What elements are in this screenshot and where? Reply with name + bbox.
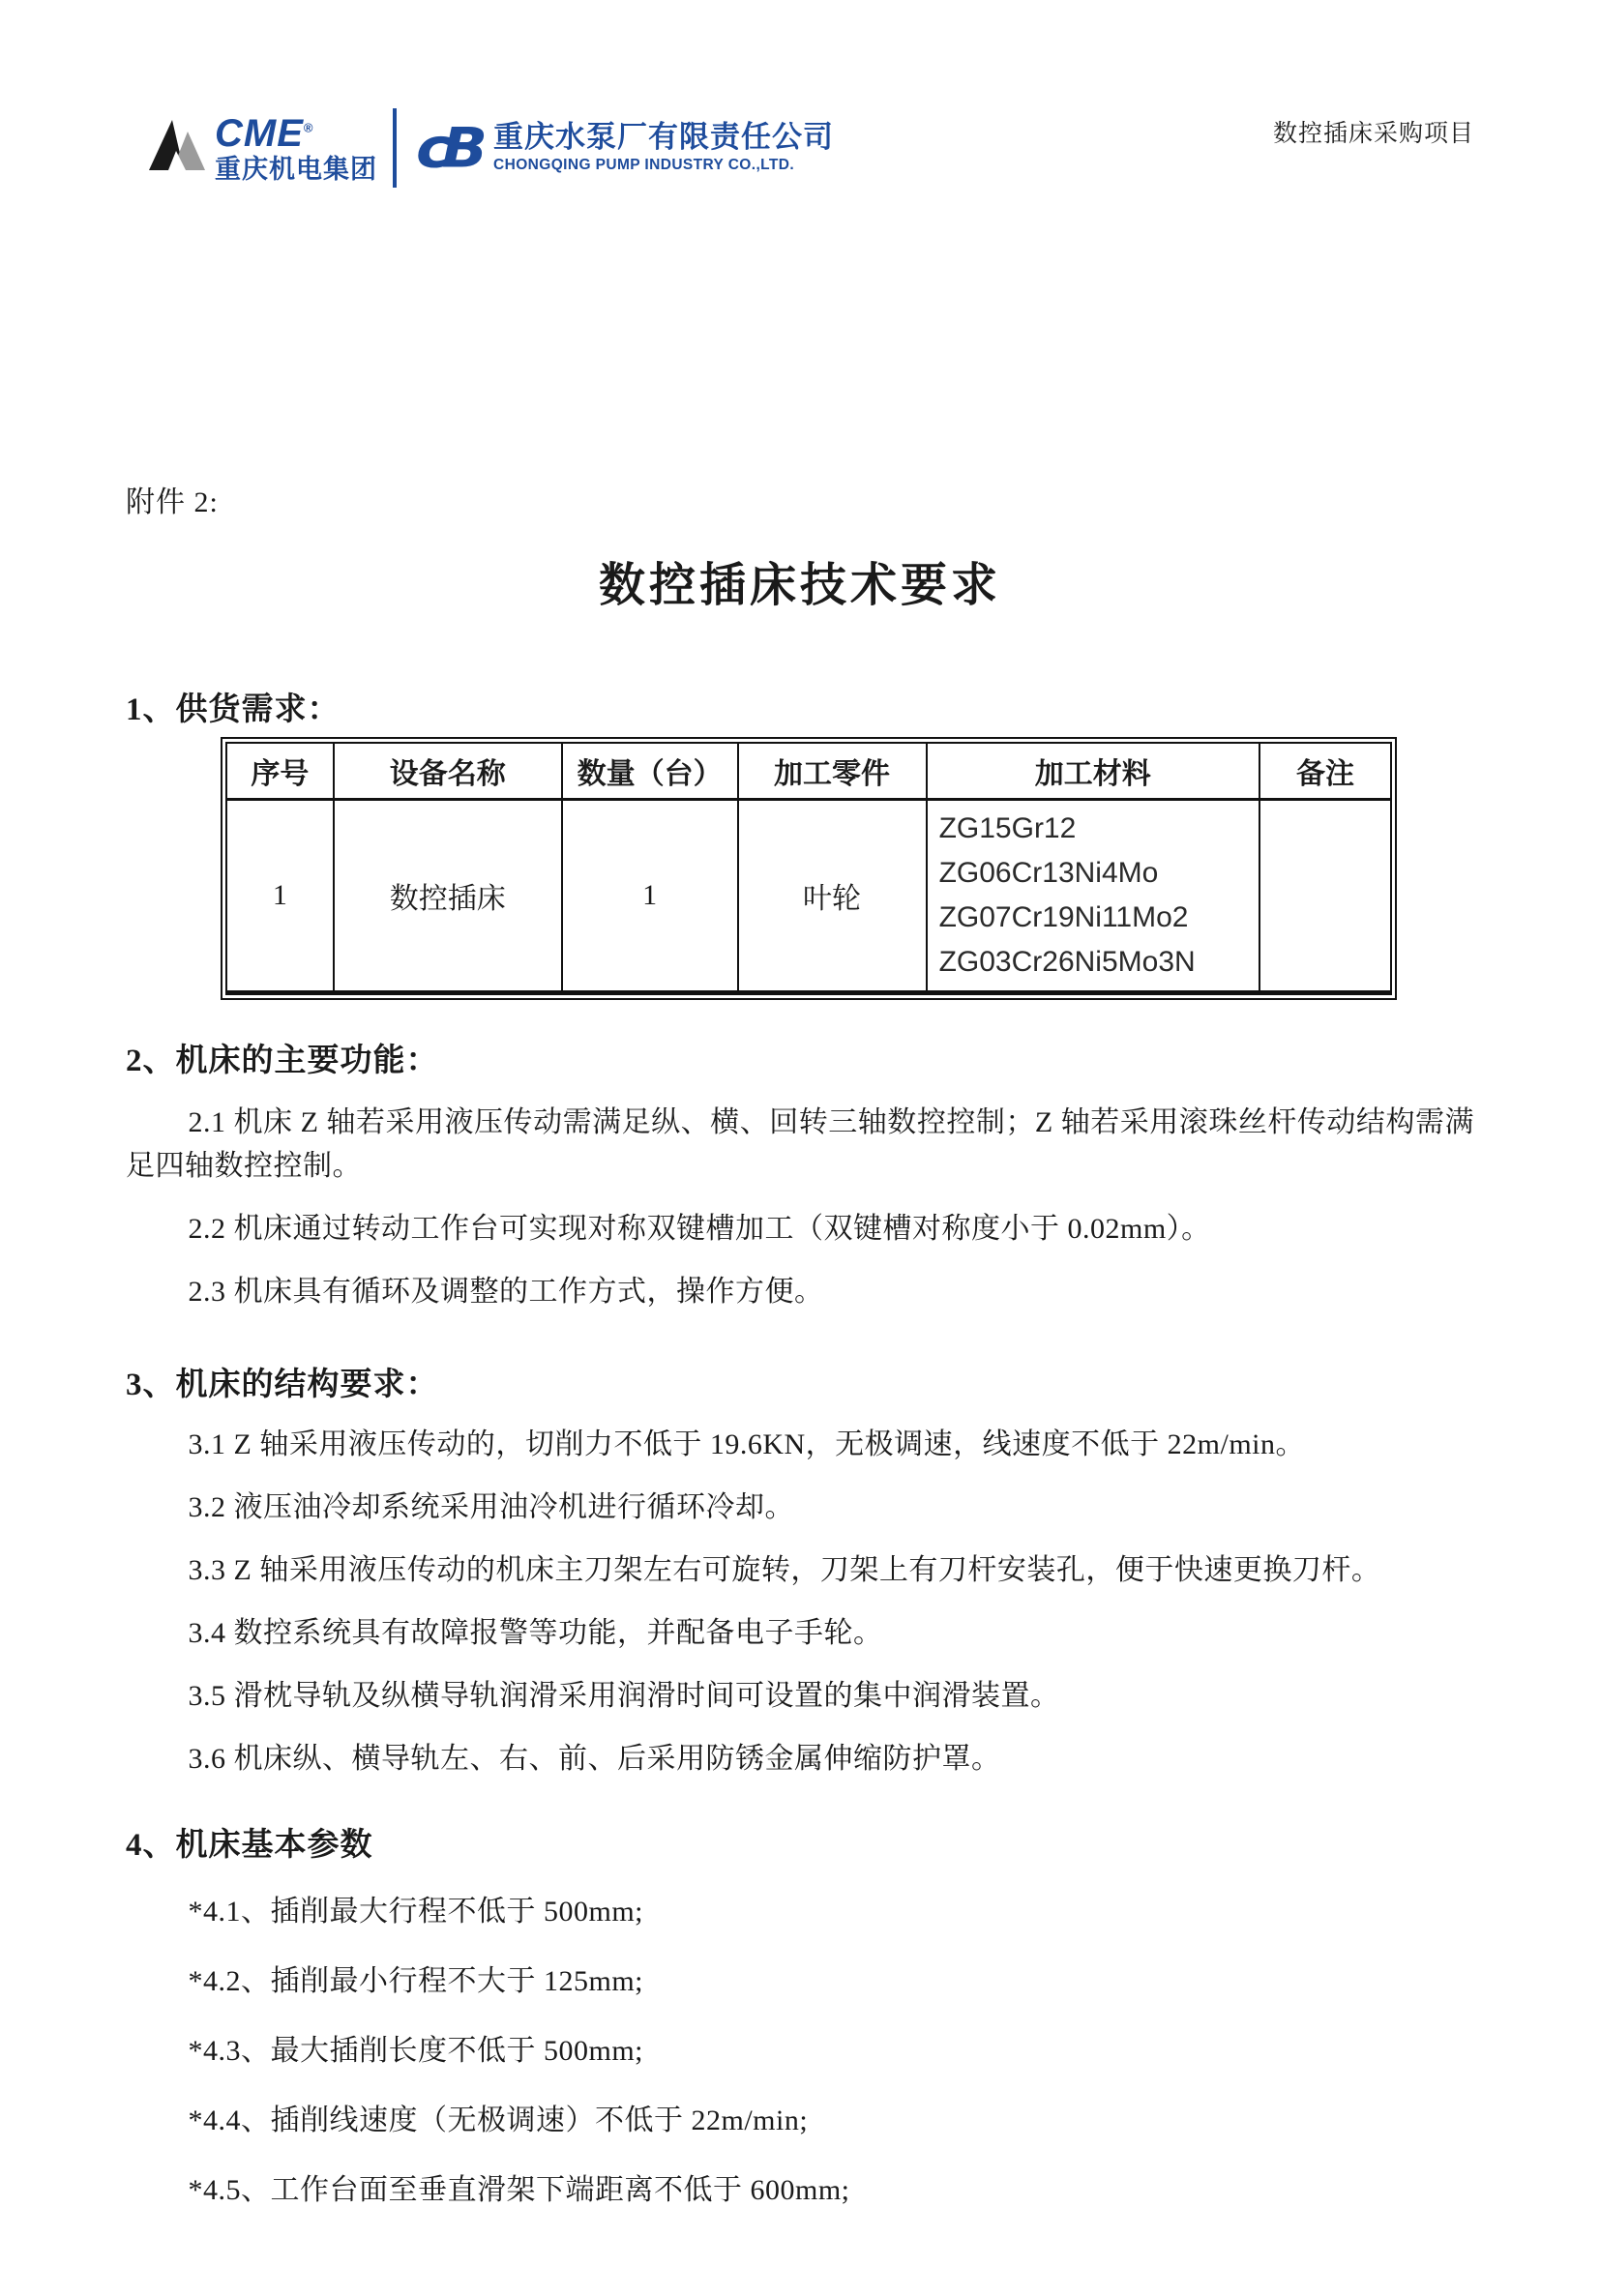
project-label: 数控插床采购项目 — [1272, 121, 1474, 147]
cell-qty: 1 — [562, 799, 738, 992]
supply-table-wrapper — [221, 737, 1397, 1000]
clause-2-2: 2.2 机床通过转动工作台可实现对称双键槽加工（双键槽对称度小于 0.02mm）。 — [188, 1213, 1211, 1246]
document-title: 数控插床技术要求 — [598, 560, 1001, 611]
col-header-material: 加工材料 — [927, 743, 1259, 799]
section3-heading: 3、机床的结构要求： — [126, 1368, 439, 1403]
clause-3-3: 3.3 Z 轴采用液压传动的机床主刀架左右可旋转，刀架上有刀杆安装孔，便于快速更换刀杆。 — [188, 1553, 1381, 1586]
param-4-4: *4.4、插削线速度（无极调速）不低于 22m/min; — [188, 2105, 809, 2137]
clause-3-4: 3.4 数控系统具有故障报警等功能，并配备电子手轮。 — [188, 1616, 883, 1649]
clause-3-5: 3.5 滑枕导轨及纵横导轨润滑采用润滑时间可设置的集中润滑装置。 — [188, 1679, 1060, 1712]
cell-materials — [927, 799, 1259, 992]
section1-heading: 1、供货需求： — [126, 692, 341, 727]
logo-group — [147, 108, 834, 188]
col-header-device: 设备名称 — [334, 743, 562, 799]
pump-logo — [416, 115, 835, 181]
param-4-3: *4.3、最大插削长度不低于 500mm; — [188, 2035, 644, 2068]
pump-company-name-en: CHONGQING PUMP INDUSTRY CO.,LTD. — [493, 157, 795, 174]
pump-logo-mark-icon: cB — [416, 115, 479, 181]
param-4-1: *4.1、插削最大行程不低于 500mm; — [188, 1896, 644, 1928]
material-line: ZG03Cr26Ni5Mo3N — [938, 945, 1196, 978]
table-row — [226, 799, 1391, 992]
section4-heading: 4、机床基本参数 — [126, 1828, 373, 1864]
section2-heading: 2、机床的主要功能： — [126, 1043, 439, 1078]
logo-divider — [393, 108, 397, 188]
supply-table — [225, 742, 1392, 995]
cme-subtitle: 重庆机电集团 — [215, 154, 377, 184]
clause-3-6: 3.6 机床纵、横导轨左、右、前、后采用防锈金属伸缩防护罩。 — [188, 1742, 1001, 1775]
cell-remark — [1259, 799, 1391, 992]
clause-2-1: 2.1 机床 Z 轴若采用液压传动需满足纵、横、回转三轴数控控制；Z 轴若采用滚珠丝杆传动结构需满足四轴数控控制。 — [126, 1105, 1474, 1183]
cme-text-block — [215, 111, 377, 184]
mountain-icon — [147, 116, 209, 179]
table-header-row — [226, 743, 1391, 799]
clause-3-2: 3.2 液压油冷却系统采用油冷机进行循环冷却。 — [188, 1490, 794, 1523]
pump-text-block — [493, 119, 835, 175]
registered-mark-icon: ® — [303, 120, 314, 135]
cell-seq: 1 — [226, 799, 334, 992]
col-header-part: 加工零件 — [738, 743, 927, 799]
pump-company-name: 重庆水泵厂有限责任公司 — [493, 119, 835, 154]
cme-wordmark: CME® — [215, 111, 314, 155]
param-4-2: *4.2、插削最小行程不大于 125mm; — [188, 1965, 644, 1998]
col-header-remark: 备注 — [1259, 743, 1391, 799]
material-line: ZG07Cr19Ni11Mo2 — [938, 900, 1189, 933]
cell-device: 数控插床 — [334, 799, 562, 992]
attachment-label: 附件 2: — [126, 486, 219, 518]
cell-part: 叶轮 — [738, 799, 927, 992]
cme-logo — [147, 111, 377, 184]
param-4-5: *4.5、工作台面至垂直滑架下端距离不低于 600mm; — [188, 2173, 850, 2206]
material-line: ZG15Gr12 — [938, 811, 1077, 844]
col-header-seq: 序号 — [226, 743, 334, 799]
page-header — [126, 108, 1474, 215]
material-line: ZG06Cr13Ni4Mo — [938, 856, 1159, 889]
col-header-qty: 数量（台） — [562, 743, 738, 799]
clause-2-3: 2.3 机床具有循环及调整的工作方式，操作方便。 — [188, 1276, 824, 1309]
clause-3-1: 3.1 Z 轴采用液压传动的，切削力不低于 19.6KN，无极调速，线速度不低于 22m/min。 — [188, 1428, 1305, 1461]
